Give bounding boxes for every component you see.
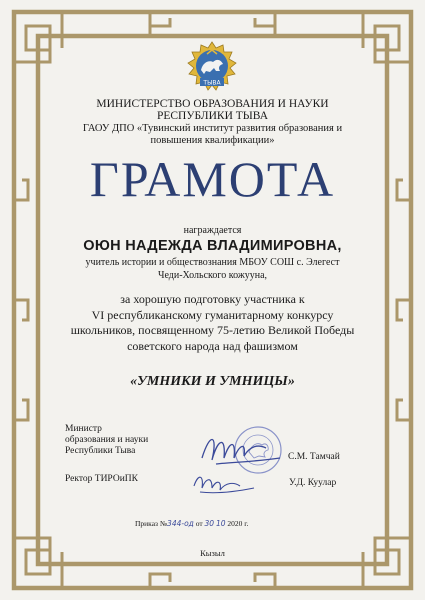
recipient-name: ОЮН НАДЕЖДА ВЛАДИМИРОВНА,	[83, 238, 342, 254]
contest-name: «УМНИКИ И УМНИЦЫ»	[130, 374, 295, 389]
emblem-label: ТЫВА	[203, 79, 221, 87]
position-line-1: учитель истории и обществознания МБОУ СОШ с. Элегест	[85, 257, 340, 268]
order-line	[135, 518, 248, 529]
tuva-emblem-icon	[183, 40, 241, 94]
order-prefix: Приказ №	[135, 519, 168, 528]
city: Кызыл	[200, 548, 225, 558]
reason-line: VI республиканскому гуманитарному конкурсу	[91, 307, 334, 322]
ministry-line-2: РЕСПУБЛИКИ ТЫВА	[156, 110, 269, 122]
minister-title	[65, 424, 148, 457]
award-text: награждается	[183, 225, 242, 236]
order-year: 2020 г.	[227, 519, 249, 528]
certificate-title: ГРАМОТА	[89, 151, 336, 207]
minister-name: С.М. Тамчай	[288, 452, 340, 462]
minister-title-line: Министр	[65, 424, 102, 434]
reason-line: школьников, посвященному 75-летию Великой Победы	[70, 323, 355, 337]
position-line-2: Чеди-Хольского кожууна,	[157, 270, 268, 281]
institute-line-2: повышения квалификации»	[150, 135, 275, 146]
reason-line: советского народа над фашизмом	[127, 338, 298, 353]
minister-title-line: Республики Тыва	[65, 446, 136, 456]
minister-title-line: образования и науки	[65, 435, 149, 445]
order-month: 10	[215, 519, 226, 528]
order-number: 344-од	[167, 519, 194, 528]
order-day: 30	[204, 519, 215, 528]
reason-line: за хорошую подготовку участника к	[120, 292, 305, 306]
rector-name: У.Д. Куулар	[289, 478, 337, 488]
institute-line-1: ГАОУ ДПО «Тувинский институт развития образования и	[82, 123, 343, 134]
order-from: от	[195, 519, 203, 528]
reason-block	[0, 292, 425, 354]
rector-title: Ректор ТИРОиПК	[65, 474, 138, 484]
minister-signature	[196, 428, 286, 470]
rector-signature	[190, 470, 260, 498]
ministry-line-1: МИНИСТЕРСТВО ОБРАЗОВАНИЯ И НАУКИ	[96, 98, 329, 110]
